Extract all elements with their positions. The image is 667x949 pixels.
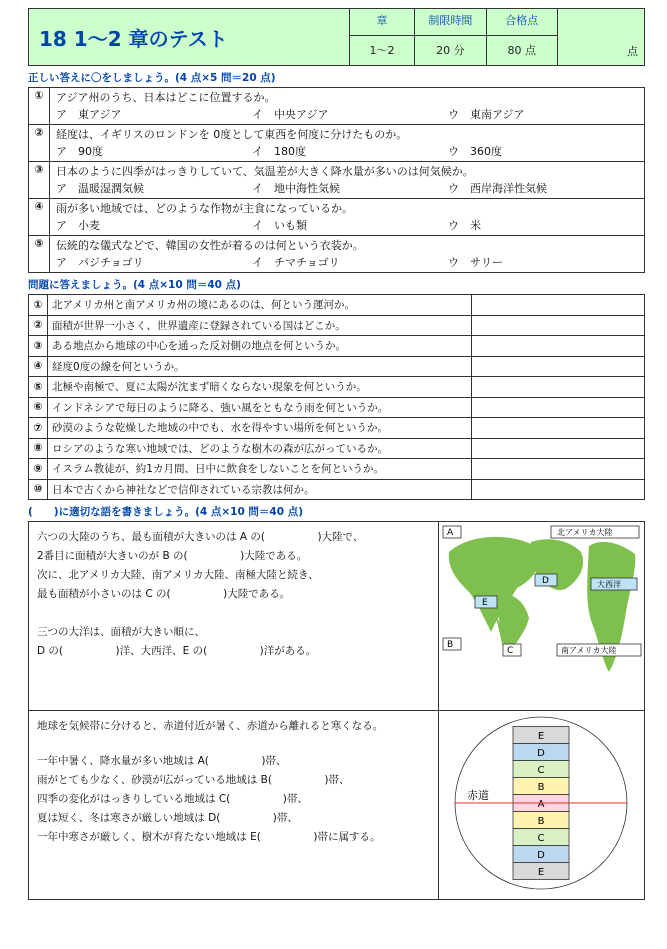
climate-band-label: A <box>537 799 545 810</box>
question-number: ⑩ <box>29 479 48 500</box>
climate-band-label: D <box>537 748 545 759</box>
answer-cell[interactable] <box>472 377 645 398</box>
pass-value: 80 点 <box>486 35 557 65</box>
time-value: 20 分 <box>415 35 486 65</box>
map-label-c: C <box>507 646 514 656</box>
choice-question <box>29 162 645 199</box>
section1-heading: 正しい答えに〇をしましょう。(4 点×5 問＝20 点) <box>28 72 276 84</box>
map-label-atlantic: 大西洋 <box>597 580 621 589</box>
climate-band-label: C <box>537 833 545 844</box>
section2-table <box>28 294 645 500</box>
option-row <box>50 217 644 235</box>
question-text: 日本のように四季がはっきりしていて、気温差が大きく降水量が多いのは何気候か。 <box>56 165 474 178</box>
map-label-e: E <box>482 598 488 608</box>
short-answer-question <box>29 438 645 459</box>
question-number: ⑤ <box>29 377 48 398</box>
answer-cell[interactable] <box>472 356 645 377</box>
answer-cell[interactable] <box>472 315 645 336</box>
option-row <box>50 180 644 198</box>
question-number: ⑦ <box>29 418 48 439</box>
fill-in-line: 夏は短く、冬は寒さが厳しい地域は D( )帯、 <box>37 812 298 824</box>
fill-in-line: 四季の変化がはっきりしている地域は C( )帯、 <box>37 793 308 805</box>
option-b[interactable]: イ チマチョゴリ <box>252 256 340 269</box>
short-answer-question <box>29 336 645 357</box>
option-row <box>50 143 644 161</box>
fill-in-line: D の( )洋、大西洋、E の( )洋がある。 <box>37 645 317 657</box>
climate-band-label: E <box>537 731 545 742</box>
option-a[interactable]: ア 東アジア <box>56 108 122 121</box>
answer-cell[interactable] <box>472 295 645 316</box>
section3-table <box>28 521 645 900</box>
fill-in-line: 六つの大陸のうち、最も面積が大きいのは A の( )大陸で、 <box>37 531 364 543</box>
score-unit: 点 <box>627 45 638 58</box>
short-answer-question <box>29 356 645 377</box>
option-c[interactable]: ウ 米 <box>448 219 481 232</box>
globe-cell <box>439 711 645 900</box>
option-c[interactable]: ウ サリー <box>448 256 503 269</box>
question-number: ⑨ <box>29 459 48 480</box>
score-cell[interactable] <box>557 9 644 66</box>
question-text: 雨が多い地域では、どのような作物が主食になっているか。 <box>56 202 353 215</box>
option-a[interactable]: ア 90度 <box>56 145 103 158</box>
page-title: 18 1～2 章のテスト <box>29 9 350 66</box>
question-text: 砂漠のような乾燥した地域の中でも、水を得やすい場所を何というか。 <box>48 418 472 439</box>
fill-in-line: 三つの大洋は、面積が大きい順に、 <box>37 626 205 638</box>
question-text: 経度0度の線を何というか。 <box>48 356 472 377</box>
section1-table <box>28 87 645 273</box>
question-text: アジア州のうち、日本はどこに位置するか。 <box>56 91 276 104</box>
choice-question <box>29 125 645 162</box>
continents-text-cell <box>29 522 439 711</box>
fill-in-line: 最も面積が小さいのは C の( )大陸である。 <box>37 588 291 600</box>
question-number: ④ <box>29 199 50 236</box>
short-answer-question <box>29 315 645 336</box>
question-text: 経度は、イギリスのロンドンを 0度として東西を何度に分けたものか。 <box>56 128 408 141</box>
climate-intro: 地球を気候帯に分けると、赤道付近が暑く、赤道から離れると寒くなる。 <box>37 720 384 732</box>
choice-question <box>29 236 645 273</box>
question-text: ある地点から地球の中心を通った反対側の地点を何というか。 <box>48 336 472 357</box>
time-label: 制限時間 <box>415 9 486 36</box>
question-text: 面積が世界一小さく、世界遺産に登録されている国はどこか。 <box>48 315 472 336</box>
question-number: ⑥ <box>29 397 48 418</box>
question-number: ② <box>29 125 50 162</box>
climate-band-label: D <box>537 850 545 861</box>
section3-heading: ( )に適切な語を書きましょう。(4 点×10 問＝40 点) <box>28 506 303 518</box>
climate-band-label: B <box>537 782 545 793</box>
option-a[interactable]: ア 小麦 <box>56 219 100 232</box>
chapter-value: 1～2 <box>349 35 414 65</box>
answer-cell[interactable] <box>472 438 645 459</box>
option-c[interactable]: ウ 東南アジア <box>448 108 525 121</box>
option-b[interactable]: イ いも類 <box>252 219 307 232</box>
option-c[interactable]: ウ 西岸海洋性気候 <box>448 182 547 195</box>
fill-in-line: 一年中寒さが厳しく、樹木が育たない地域は E( )帯に属する。 <box>37 831 381 843</box>
question-number: ④ <box>29 356 48 377</box>
world-map-cell <box>439 522 645 711</box>
option-c[interactable]: ウ 360度 <box>448 145 502 158</box>
answer-cell[interactable] <box>472 336 645 357</box>
globe-diagram <box>439 711 644 896</box>
short-answer-question <box>29 418 645 439</box>
question-text: 北極や南極で、夏に太陽が沈まず暗くならない現象を何というか。 <box>48 377 472 398</box>
answer-cell[interactable] <box>472 479 645 500</box>
fill-in-line: 一年中暑く、降水量が多い地域は A( )帯、 <box>37 755 287 767</box>
fill-in-line: 雨がとても少なく、砂漠が広がっている地域は B( )帯、 <box>37 774 350 786</box>
map-label-d: D <box>542 576 549 586</box>
climate-band-label: B <box>537 816 545 827</box>
question-number: ③ <box>29 336 48 357</box>
pass-label: 合格点 <box>486 9 557 36</box>
equator-label: 赤道 <box>467 789 489 802</box>
map-label-b: B <box>447 640 454 650</box>
answer-cell[interactable] <box>472 397 645 418</box>
question-text: インドネシアで毎日のように降る、強い風をともなう雨を何というか。 <box>48 397 472 418</box>
question-number: ② <box>29 315 48 336</box>
question-number: ① <box>29 88 50 125</box>
climate-lines <box>37 752 438 847</box>
question-number: ⑧ <box>29 438 48 459</box>
question-text: ロシアのような寒い地域では、どのような樹木の森が広がっているか。 <box>48 438 472 459</box>
option-row <box>50 106 644 124</box>
answer-cell[interactable] <box>472 459 645 480</box>
climate-text <box>29 711 438 847</box>
option-a[interactable]: ア パジチョゴリ <box>56 256 144 269</box>
map-label-south-america: 南アメリカ大陸 <box>561 646 617 655</box>
option-row <box>50 254 644 272</box>
continents-text <box>29 522 438 661</box>
question-text: イスラム教徒が、約1カ月間、日中に飲食をしないことを何というか。 <box>48 459 472 480</box>
choice-question <box>29 88 645 125</box>
question-text: 北アメリカ州と南アメリカ州の境にあるのは、何という運河か。 <box>48 295 472 316</box>
short-answer-question <box>29 295 645 316</box>
map-label-north-america: 北アメリカ大陸 <box>557 528 613 537</box>
question-text: 伝統的な儀式などで、韓国の女性が着るのは何という衣装か。 <box>56 239 364 252</box>
option-b[interactable]: イ 地中海性気候 <box>252 182 340 195</box>
fill-in-line: 次に、北アメリカ大陸、南アメリカ大陸、南極大陸と続き、 <box>37 569 319 581</box>
option-b[interactable]: イ 180度 <box>252 145 306 158</box>
header-table <box>28 8 645 66</box>
short-answer-question <box>29 377 645 398</box>
chapter-label: 章 <box>349 9 414 36</box>
climate-text-cell <box>29 711 439 900</box>
question-number: ① <box>29 295 48 316</box>
option-a[interactable]: ア 温暖湿潤気候 <box>56 182 144 195</box>
answer-cell[interactable] <box>472 418 645 439</box>
climate-band-label: E <box>537 867 545 878</box>
map-label-a: A <box>447 528 454 538</box>
question-number: ⑤ <box>29 236 50 273</box>
short-answer-question <box>29 397 645 418</box>
choice-question <box>29 199 645 236</box>
climate-band-label: C <box>537 765 545 776</box>
short-answer-question <box>29 479 645 500</box>
question-number: ③ <box>29 162 50 199</box>
short-answer-question <box>29 459 645 480</box>
option-b[interactable]: イ 中央アジア <box>252 108 329 121</box>
question-text: 日本で古くから神社などで信仰されている宗教は何か。 <box>48 479 472 500</box>
world-map <box>439 522 644 707</box>
fill-in-line: 2番目に面積が大きいのが B の( )大陸である。 <box>37 550 308 562</box>
section2-heading: 問題に答えましょう。(4 点×10 問＝40 点) <box>28 279 241 291</box>
spacer <box>37 604 438 623</box>
